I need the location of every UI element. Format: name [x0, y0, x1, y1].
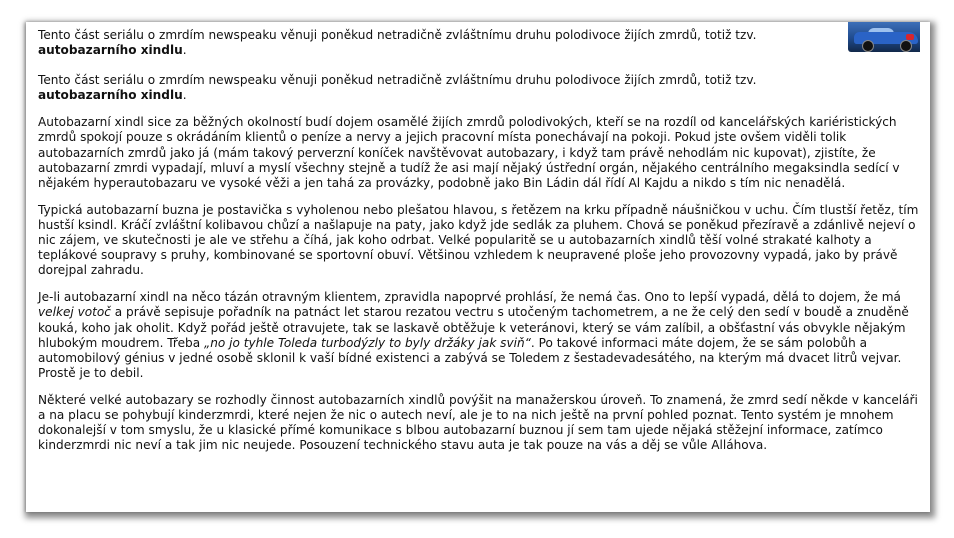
intro-1-end: .: [182, 43, 187, 58]
document-page: [26, 22, 930, 512]
paragraph-3: [38, 290, 920, 381]
paragraph-3-part-2: a právě sepisuje pořadník na patnáct let starou rezatou vectru s utočeným tachometrem, a ne že celý den sedí v boudě a znuděně kouká, koho jak oholit. Když pořád ještě otravujete, tak se laskavě obtěžuje k veteránovi, který se vám zalíbil, a obšťastní vás obvykle nějakým hlubokým moudrem. Třeba: [38, 305, 909, 350]
paragraph-3-part-3: . Po takové informaci máte dojem, že se sám polobůh a automobilový génius v jedné osobě sklonil k vaší bídné existenci a zabývá se Toledem z šestadevadesátého, na kterým má dvacet litrů vejvar. Prostě je to debil.: [38, 335, 902, 380]
intro-2-end: .: [182, 88, 187, 103]
paragraph-3-italic-2: „no jo tyhle Toleda turbodýzly to byly držáky jak sviň“: [203, 335, 531, 350]
paragraph-3-italic-1: velkej votoč: [38, 305, 111, 320]
intro-paragraph-1: [38, 28, 828, 58]
article-body: [38, 28, 920, 465]
intro-2-bold-term: autobazarního xindlu: [38, 88, 183, 103]
paragraph-3-part-1: Je-li autobazarní xindl na něco tázán otravným klientem, zpravidla napoprvé prohlásí, že nemá čas. Ono to lepší vypadá, dělá to dojem, že má: [38, 290, 901, 305]
intro-2-text: Tento část seriálu o zmrdím newspeaku věnuji poněkud netradičně zvláštnímu druhu polodivoce žijích zmrdů, totiž tzv.: [38, 73, 757, 88]
intro-1-bold-term: autobazarního xindlu: [38, 43, 183, 58]
paragraph-4: Některé velké autobazary se rozhodly činnost autobazarních xindlů povýšit na manažerskou úroveň. To znamená, že zmrd sedí někde v kanceláři a na placu se pohybují kinderzmrdi, které nejen že nic o autech neví, ale je to na nich ještě na první pohled poznat. Tento systém je mnohem dokonalejší v tom smyslu, že u klasické přímé komunikace s blbou autobazarní buznou jí sem tam ujede nějaká stěžejní informace, zatímco kinderzmrdi nic neví a tak jim nic neujede. Posouzení technického stavu auta je tak pouze na vás a děj se vůle Alláhova.: [38, 392, 918, 453]
intro-1-text: Tento část seriálu o zmrdím newspeaku věnuji poněkud netradičně zvláštnímu druhu polodivoce žijích zmrdů, totiž tzv.: [38, 28, 757, 42]
paragraph-1: Autobazarní xindl sice za běžných okolností budí dojem osamělé žijích zmrdů polodivokých, kteří se na rozdíl od kancelářských kariéristických zmrdů spokojí pouze s okrádáním klientů o peníze a nervy a jejich pracovní místa ponechávají na pokoji. Pokud jste ovšem viděli tolik autobazarních zmrdů jako já (mám takový perverzní koníček navštěvovat autobazary, i když tam právě nehodlám nic kupovat), zjistíte, že autobazarní zmrdi vypadají, mluví a myslí všechny stejně a tudíž že asi mají nějaký ústřední orgán, nějakého centrálního megaksindla sedící v nějakém hyperautobazaru ve vysoké věži a jen tahá za provázky, podobně jako Bin Ládin dál řídí Al Kajdu a nikdo s tím nic nenadělá.: [38, 115, 900, 190]
paragraph-2: Typická autobazarní buzna je postavička s vyholenou nebo plešatou hlavou, s řetězem na krku případně náušničkou v uchu. Čím tlustší řetěz, tím hustší ksindl. Kráčí zvláštní kolibavou chůzí a našlapuje na paty, jako když jde sedlák za pluhem. Chová se poněkud přezíravě a zdánlivě nejeví o nic zájem, ve skutečnosti je ale ve střehu a číhá, jak koho odrbat. Velké popularitě se u autobazarních xindlů těší volné strakaté kalhoty a teplákové soupravy s pruhy, kombinované se sportovní obuví. Většinou vzhledem k neupravené ploše jeho provozovny vypadá, jako by právě dorejpal zahradu.: [38, 202, 919, 278]
intro-paragraph-2: [38, 73, 920, 103]
